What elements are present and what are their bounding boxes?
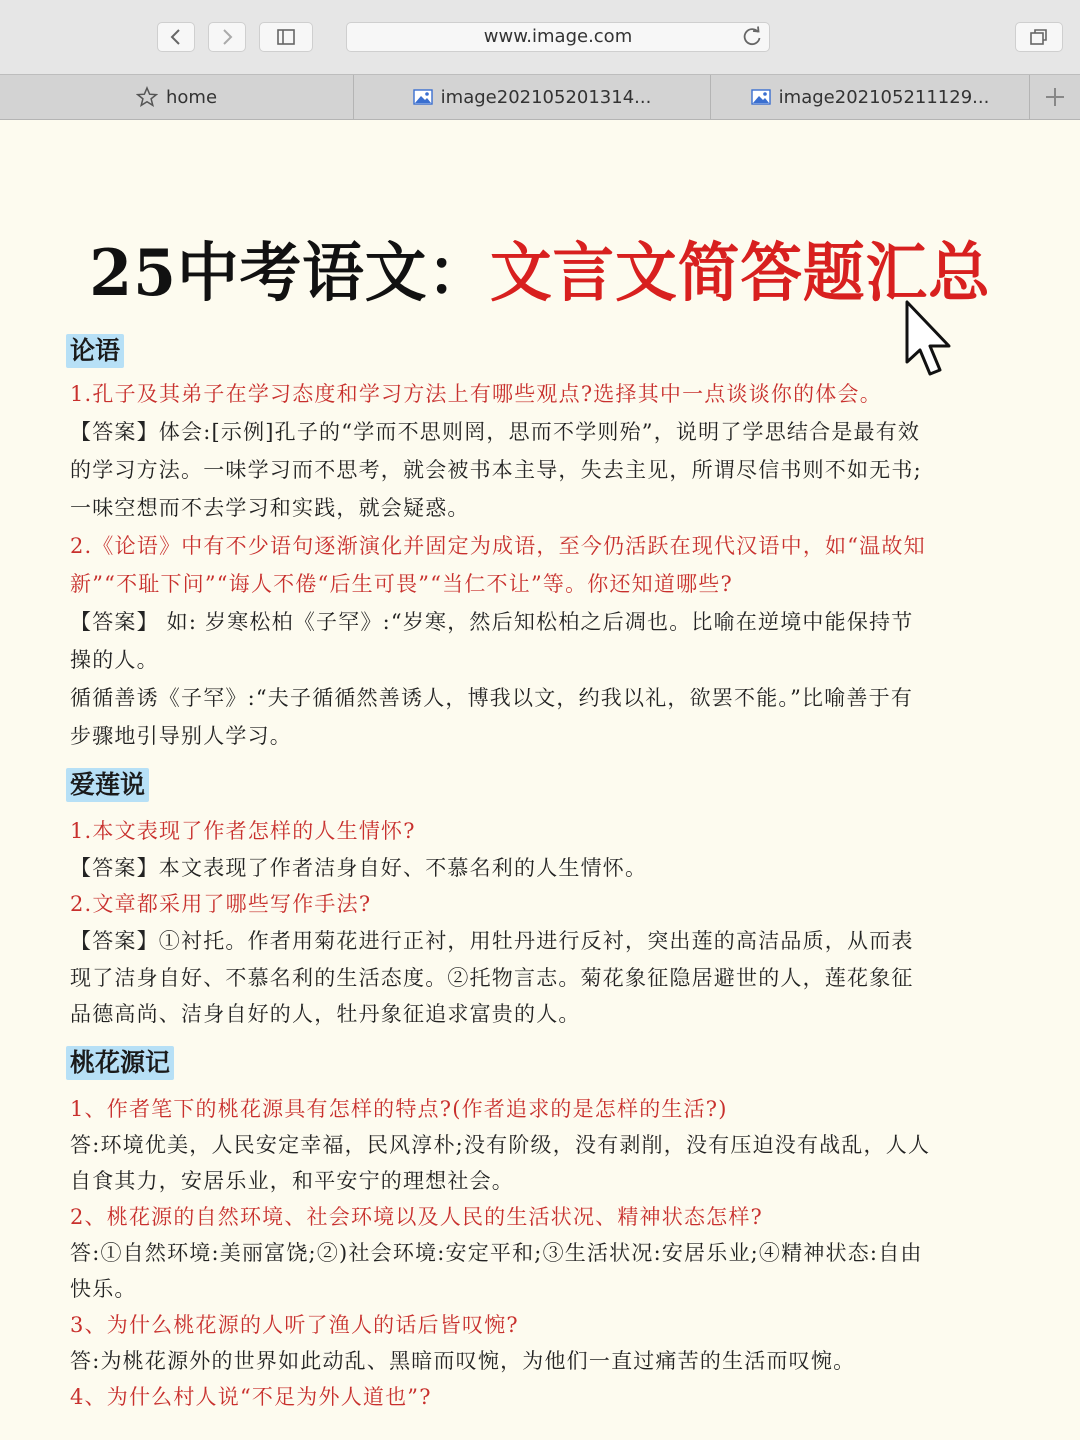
section-tag-ailianshuo: 爱莲说 [66,768,149,802]
question-line: 新”“不耻下问”“诲人不倦“后生可畏”“当仁不让”等。你还知道哪些? [70,572,733,596]
answer-line: 答:①自然环境:美丽富饶;②)社会环境:安定平和;③生活状况:安居乐业;④精神状态:自由 [70,1241,923,1265]
answer-line: 操的人。 [70,648,159,672]
question-line: 2.文章都采用了哪些写作手法? [70,892,372,916]
new-tab-button[interactable] [1030,75,1080,119]
sidebar-icon [277,29,295,45]
question-line: 4、为什么村人说“不足为外人道也”? [70,1385,432,1409]
forward-button[interactable] [208,22,246,52]
answer-line: 现了洁身自好、不慕名利的生活态度。②托物言志。菊花象征隐居避世的人，莲花象征 [70,966,914,990]
sidebar-button[interactable] [259,22,313,52]
url-text: www.image.com [483,26,633,47]
answer-line: 【答案】本文表现了作者洁身自好、不慕名利的人生情怀。 [70,856,648,880]
question-line: 3、为什么桃花源的人听了渔人的话后皆叹惋? [70,1313,519,1337]
question-line: 2、桃花源的自然环境、社会环境以及人民的生活状况、精神状态怎样? [70,1205,764,1229]
answer-line: 品德高尚、洁身自好的人，牡丹象征追求富贵的人。 [70,1002,581,1026]
title-main: 文言文简答题汇总 [489,236,991,311]
answer-line: 步骤地引导别人学习。 [70,724,292,748]
tab-bar [0,74,1080,120]
tab-image-2[interactable] [711,75,1030,119]
section-tag-taohuayuanji: 桃花源记 [66,1046,174,1080]
answer-line: 一味空想而不去学习和实践，就会疑惑。 [70,496,470,520]
chevron-left-icon [169,28,183,46]
answer-line: 快乐。 [70,1277,137,1301]
section-tag-lunyu: 论语 [66,334,124,368]
answer-line: 循循善诱《子罕》:“夫子循循然善诱人，博我以文，约我以礼，欲罢不能。”比喻善于有 [70,686,914,710]
question-line: 1、作者笔下的桃花源具有怎样的特点?(作者追求的是怎样的生活?) [70,1097,728,1121]
plus-icon [1044,86,1066,108]
answer-line: 【答案】体会:[示例]孔子的“学而不思则罔，思而不学则殆”，说明了学思结合是最有效 [70,420,921,444]
answer-line: 自食其力，安居乐业，和平安宁的理想社会。 [70,1169,514,1193]
chevron-right-icon [220,28,234,46]
answer-line: 的学习方法。一味学习而不思考，就会被书本主导，失去主见，所谓尽信书则不如无书; [70,458,922,482]
tab-label: image202105201314... [440,86,652,108]
reload-icon[interactable] [741,26,763,48]
tab-label: home [165,86,218,108]
image-icon [751,89,771,105]
question-line: 1.本文表现了作者怎样的人生情怀? [70,819,416,843]
question-line: 1.孔子及其弟子在学习态度和学习方法上有哪些观点?选择其中一点谈谈你的体会。 [70,382,882,406]
title-prefix: 25中考语文： [89,236,490,311]
question-line: 2.《论语》中有不少语句逐渐演化并固定为成语，至今仍活跃在现代汉语中，如“温故知 [70,534,926,558]
tab-image-1[interactable] [354,75,711,119]
image-icon [413,89,433,105]
tabs-icon [1029,28,1049,46]
mouse-pointer-icon [903,300,959,380]
answer-line: 【答案】①衬托。作者用菊花进行正衬，用牡丹进行反衬，突出莲的高洁品质，从而表 [70,929,914,953]
address-bar[interactable] [346,22,770,52]
tab-home[interactable] [0,75,354,119]
answer-line: 【答案】 如: 岁寒松柏《子罕》:“岁寒，然后知松柏之后凋也。比喻在逆境中能保持节 [70,610,914,634]
tab-overview-button[interactable] [1015,22,1063,52]
answer-line: 答:环境优美，人民安定幸福，民风淳朴;没有阶级，没有剥削，没有压迫没有战乱，人人 [70,1133,931,1157]
tab-label: image202105211129... [778,86,990,108]
star-icon [136,86,158,108]
browser-toolbar [0,0,1080,74]
answer-line: 答:为桃花源外的世界如此动乱、黑暗而叹惋，为他们一直过痛苦的生活而叹惋。 [70,1349,856,1373]
back-button[interactable] [157,22,195,52]
